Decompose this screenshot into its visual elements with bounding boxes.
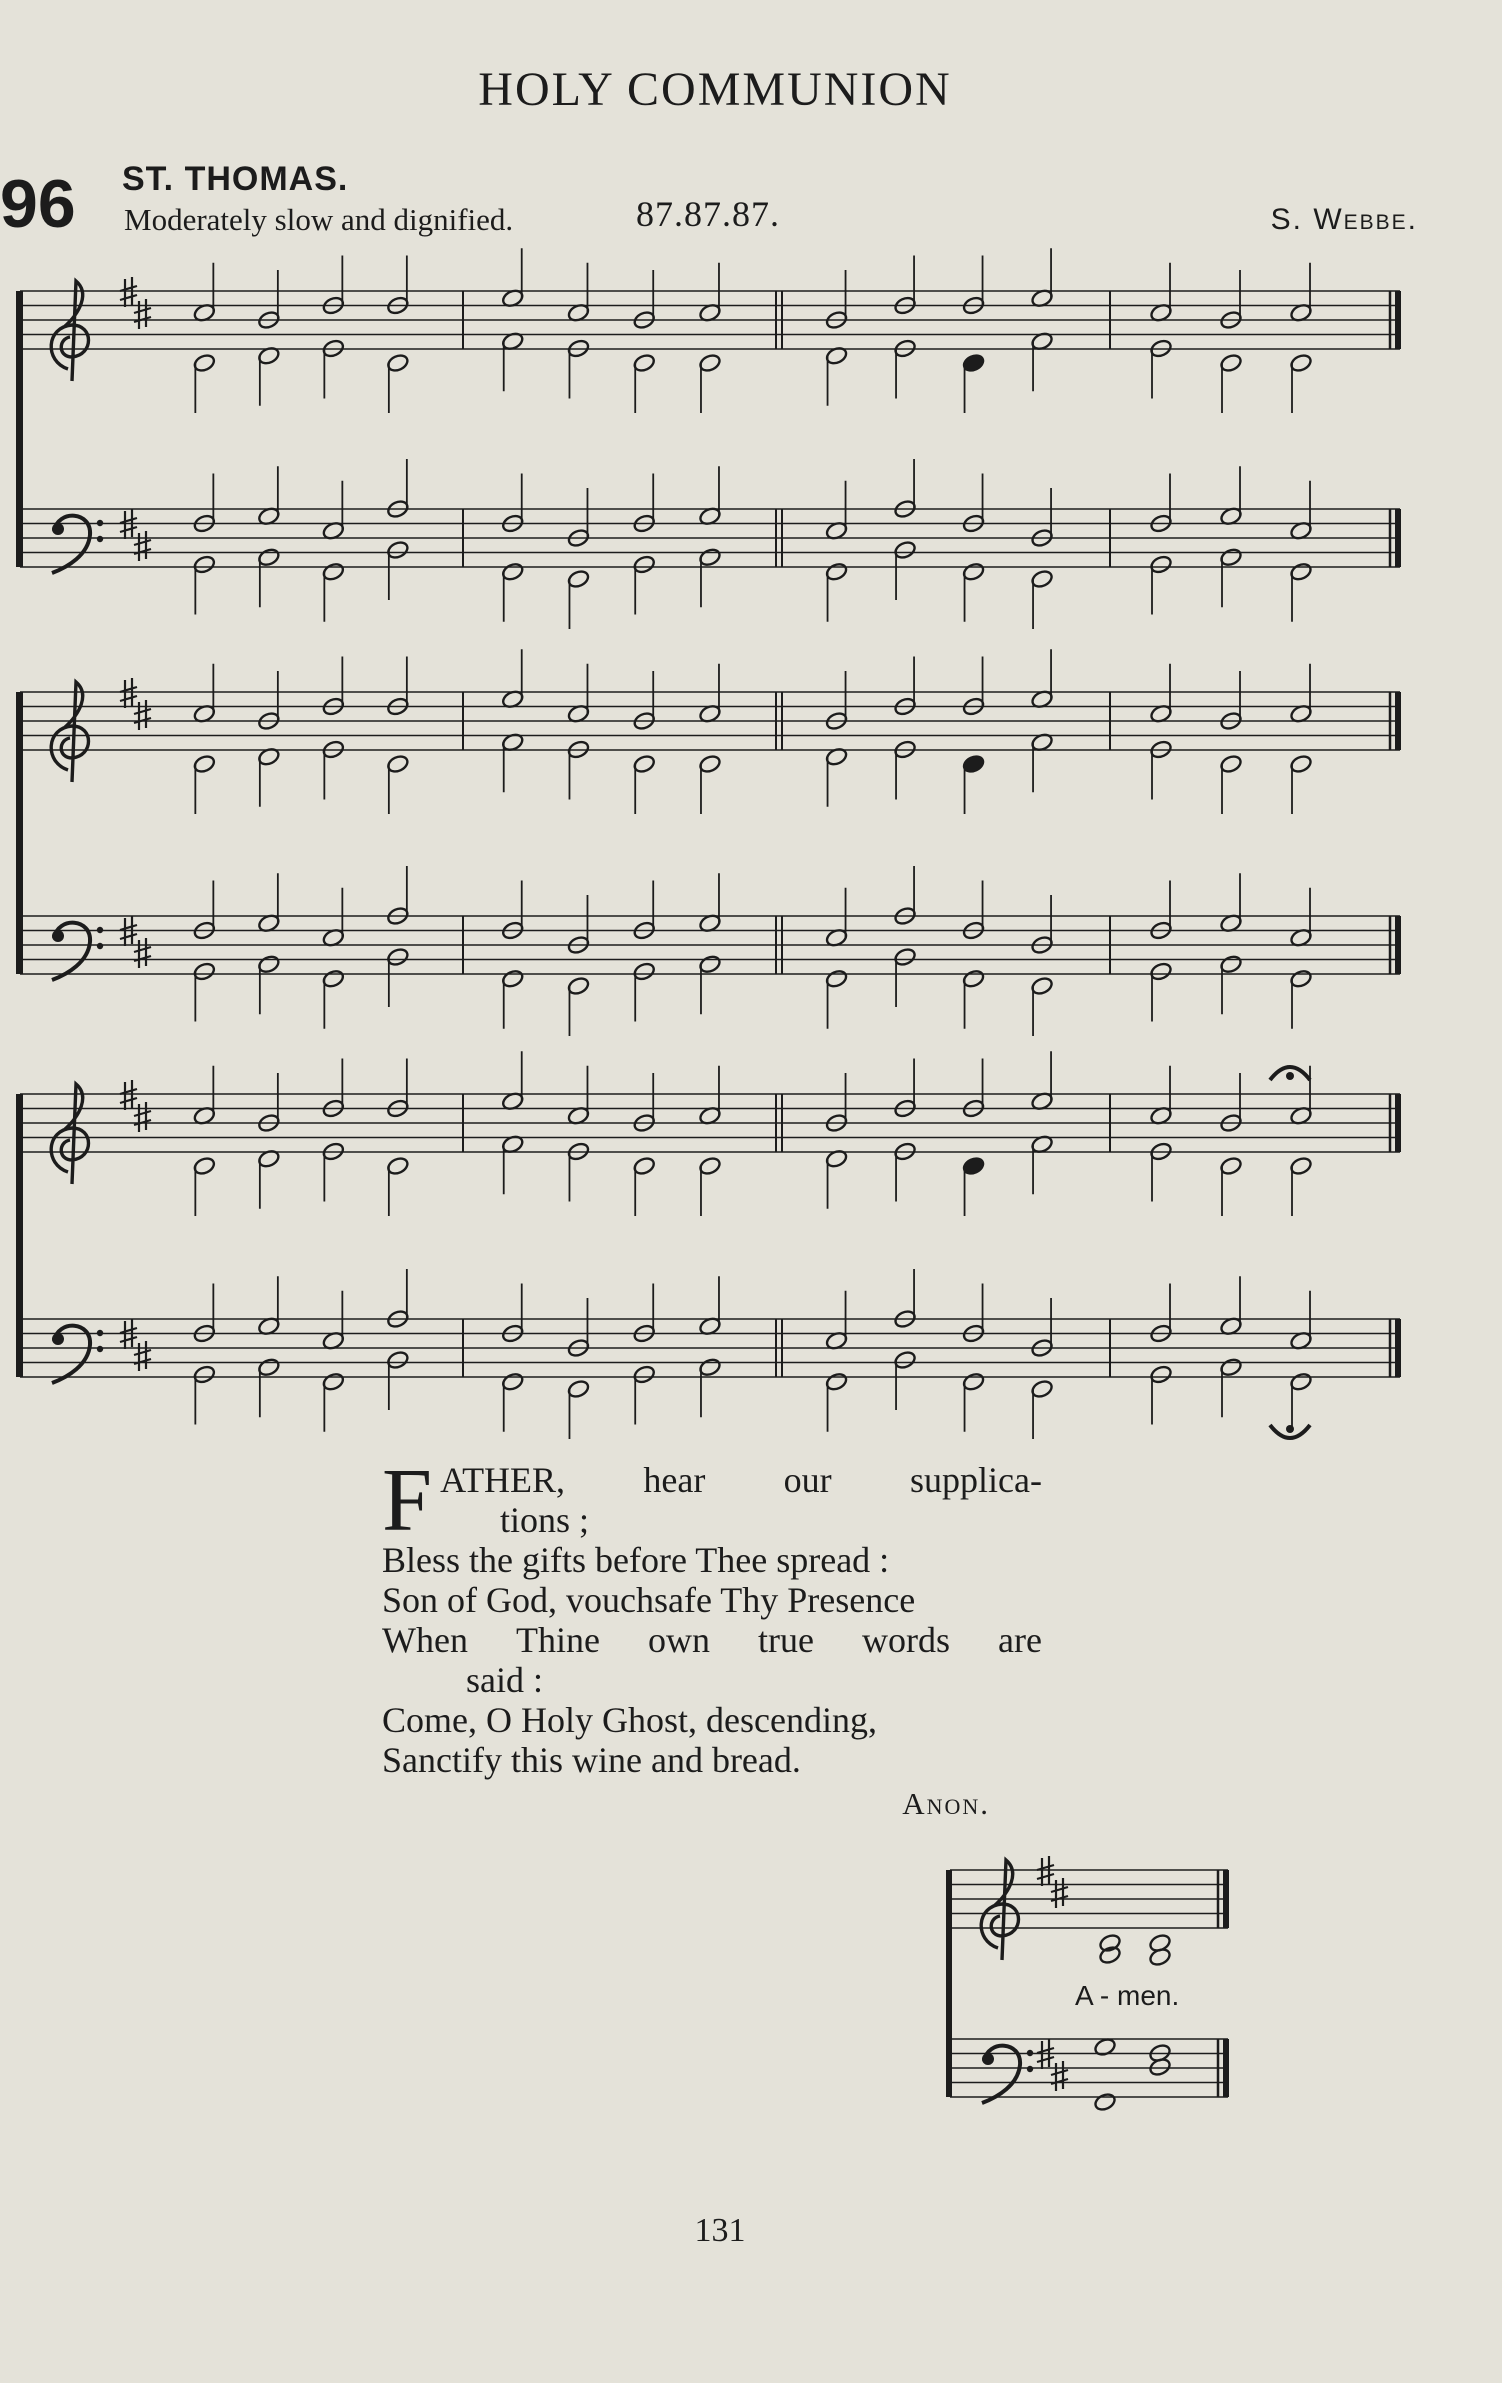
sharp-icon (1051, 2061, 1068, 2091)
sharp-icon (134, 1102, 151, 1132)
system-2 (16, 649, 1400, 1036)
treble-clef-icon (51, 281, 88, 381)
sharp-icon (134, 299, 151, 329)
bass-clef-dot (1027, 2050, 1033, 2056)
bass-clef-dot (97, 536, 103, 542)
bass-clef-dot (97, 1330, 103, 1336)
hymn-number: 96 (0, 166, 76, 242)
sharp-icon (120, 1080, 137, 1110)
sharp-icon (134, 938, 151, 968)
bass-clef-dot (97, 943, 103, 949)
bass-clef-dot (97, 1346, 103, 1352)
verse-line-2: Bless the gifts before Thee spread : (382, 1540, 890, 1580)
word: are (998, 1620, 1042, 1660)
sharp-icon (120, 277, 137, 307)
bass-clef-dot (982, 2053, 994, 2065)
word: words (861, 1620, 950, 1660)
treble-clef-icon (981, 1860, 1018, 1960)
hymn-verse (382, 1451, 1042, 1780)
verse-line-5: Come, O Holy Ghost, descending, (382, 1700, 877, 1740)
word: ATHER, (440, 1460, 566, 1500)
tune-name: ST. THOMAS. (122, 160, 349, 198)
sharp-icon (134, 1341, 151, 1371)
system-brace (946, 1870, 952, 2097)
page-number: 131 (694, 2212, 746, 2249)
verse-line-4 (382, 1620, 1042, 1660)
meter: 87.87.87. (636, 194, 780, 234)
sharp-icon (1051, 1878, 1068, 1908)
tempo-marking: Moderately slow and dignified. (124, 202, 514, 237)
verse-line-6: Sanctify this wine and bread. (382, 1740, 801, 1780)
note-head (1093, 2092, 1117, 2113)
word: own (647, 1620, 710, 1660)
system-brace (16, 1094, 23, 1377)
verse-line-3: Son of God, vouchsafe Thy Presence (382, 1580, 916, 1620)
fermata-dot (1286, 1425, 1294, 1433)
composer: S. Webbe. (1270, 203, 1418, 236)
sharp-icon (134, 700, 151, 730)
system-brace (16, 692, 23, 974)
bass-clef-dot (52, 1333, 64, 1345)
word: true (758, 1620, 814, 1660)
bass-clef-dot (52, 930, 64, 942)
word: Thine (515, 1620, 600, 1660)
treble-clef-icon (51, 682, 88, 782)
page-title: HOLY COMMUNION (478, 63, 952, 116)
word: hear (643, 1460, 706, 1500)
treble-clef-icon (51, 1084, 88, 1184)
word: When (382, 1620, 468, 1660)
verse-line-4-cont: said : (466, 1660, 543, 1700)
system-brace (16, 291, 23, 567)
verse-author: Anon. (902, 1786, 990, 1821)
word: supplica- (910, 1460, 1042, 1500)
system-1 (16, 248, 1400, 629)
sharp-icon (120, 678, 137, 708)
verse-line-1-cont: tions ; (500, 1500, 590, 1540)
word: our (783, 1460, 832, 1500)
bass-clef-dot (97, 927, 103, 933)
bass-clef-dot (52, 523, 64, 535)
sharp-icon (134, 531, 151, 561)
bass-clef-dot (1027, 2066, 1033, 2072)
amen-label: A - men. (1075, 1980, 1180, 2011)
fermata-dot (1286, 1072, 1294, 1080)
verse-line-1 (440, 1460, 1042, 1500)
bass-clef-dot (97, 520, 103, 526)
drop-cap: F (382, 1451, 433, 1550)
system-3 (16, 1051, 1400, 1439)
sharp-icon (1037, 1856, 1054, 1886)
